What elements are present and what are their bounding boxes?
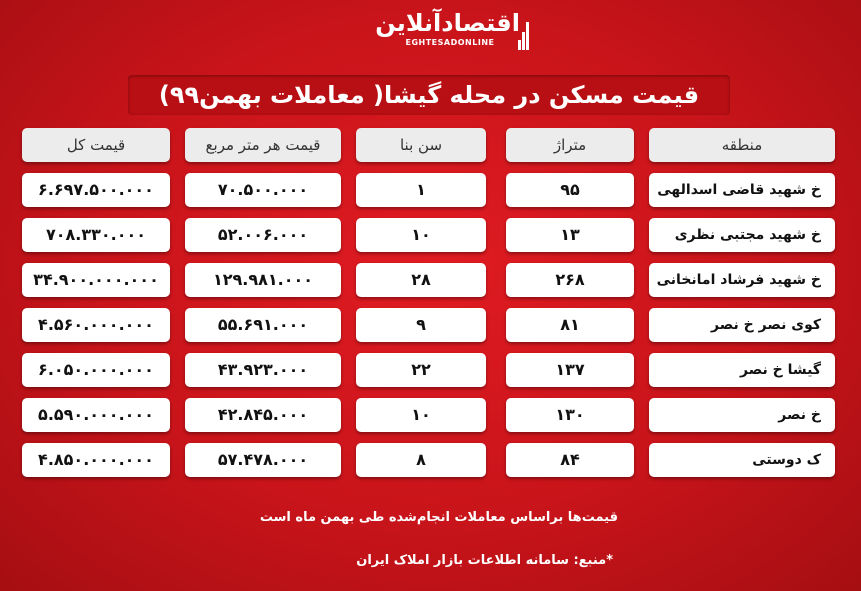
cell-building-age: ۱ (356, 173, 486, 207)
site-logo (375, 8, 520, 56)
cell-total-price: ۴.۸۵۰.۰۰۰.۰۰۰ (22, 443, 170, 477)
cell-building-age: ۲۸ (356, 263, 486, 297)
cell-price-per-m2: ۵۵.۶۹۱.۰۰۰ (185, 308, 341, 342)
cell-total-price: ۶.۰۵۰.۰۰۰.۰۰۰ (22, 353, 170, 387)
cell-price-per-m2: ۴۳.۹۲۳.۰۰۰ (185, 353, 341, 387)
cell-region: گیشا خ نصر (649, 353, 835, 387)
cell-area: ۸۱ (506, 308, 634, 342)
cell-total-price: ۳۴.۹۰۰.۰۰۰.۰۰۰ (22, 263, 170, 297)
cell-region: خ شهید فرشاد امانخانی (649, 263, 835, 297)
header-building-age: سن بنا (356, 128, 486, 162)
source-note: *منبع: سامانه اطلاعات بازار املاک ایران (356, 553, 613, 568)
footnote: قیمت‌ها براساس معاملات انجام‌شده طی بهمن ماه است (259, 510, 618, 525)
cell-area: ۲۶۸ (506, 263, 634, 297)
cell-region: ک دوستی (649, 443, 835, 477)
cell-building-age: ۸ (356, 443, 486, 477)
cell-total-price: ۶.۶۹۷.۵۰۰.۰۰۰ (22, 173, 170, 207)
cell-total-price: ۵.۵۹۰.۰۰۰.۰۰۰ (22, 398, 170, 432)
cell-region: کوی نصر خ نصر (649, 308, 835, 342)
cell-total-price: ۴.۵۶۰.۰۰۰.۰۰۰ (22, 308, 170, 342)
cell-area: ۱۳۰ (506, 398, 634, 432)
header-total-price: قیمت کل (22, 128, 170, 162)
cell-total-price: ۷۰۸.۳۳۰.۰۰۰ (22, 218, 170, 252)
cell-building-age: ۱۰ (356, 398, 486, 432)
cell-price-per-m2: ۱۲۹.۹۸۱.۰۰۰ (185, 263, 341, 297)
page-title: قیمت مسکن در محله گیشا( معاملات بهمن۹۹) (158, 81, 700, 109)
header-region: منطقه (649, 128, 835, 162)
cell-price-per-m2: ۵۲.۰۰۶.۰۰۰ (185, 218, 341, 252)
cell-building-age: ۲۲ (356, 353, 486, 387)
header-price-per-m2: قیمت هر متر مربع (185, 128, 341, 162)
cell-region: خ نصر (649, 398, 835, 432)
cell-price-per-m2: ۴۲.۸۴۵.۰۰۰ (185, 398, 341, 432)
cell-building-age: ۹ (356, 308, 486, 342)
cell-area: ۱۳۷ (506, 353, 634, 387)
cell-area: ۹۵ (506, 173, 634, 207)
cell-price-per-m2: ۷۰.۵۰۰.۰۰۰ (185, 173, 341, 207)
cell-area: ۸۴ (506, 443, 634, 477)
title-banner (128, 75, 730, 115)
logo-english-text: EGHTESADONLINE (405, 38, 495, 47)
cell-price-per-m2: ۵۷.۴۷۸.۰۰۰ (185, 443, 341, 477)
cell-region: خ شهید مجتبی نظری (649, 218, 835, 252)
header-area: متراژ (506, 128, 634, 162)
logo-bars-icon (518, 22, 528, 50)
logo-persian-text: اقتصادآنلاین (375, 9, 520, 37)
cell-area: ۱۳ (506, 218, 634, 252)
cell-region: خ شهید قاضی اسدالهی (649, 173, 835, 207)
cell-building-age: ۱۰ (356, 218, 486, 252)
